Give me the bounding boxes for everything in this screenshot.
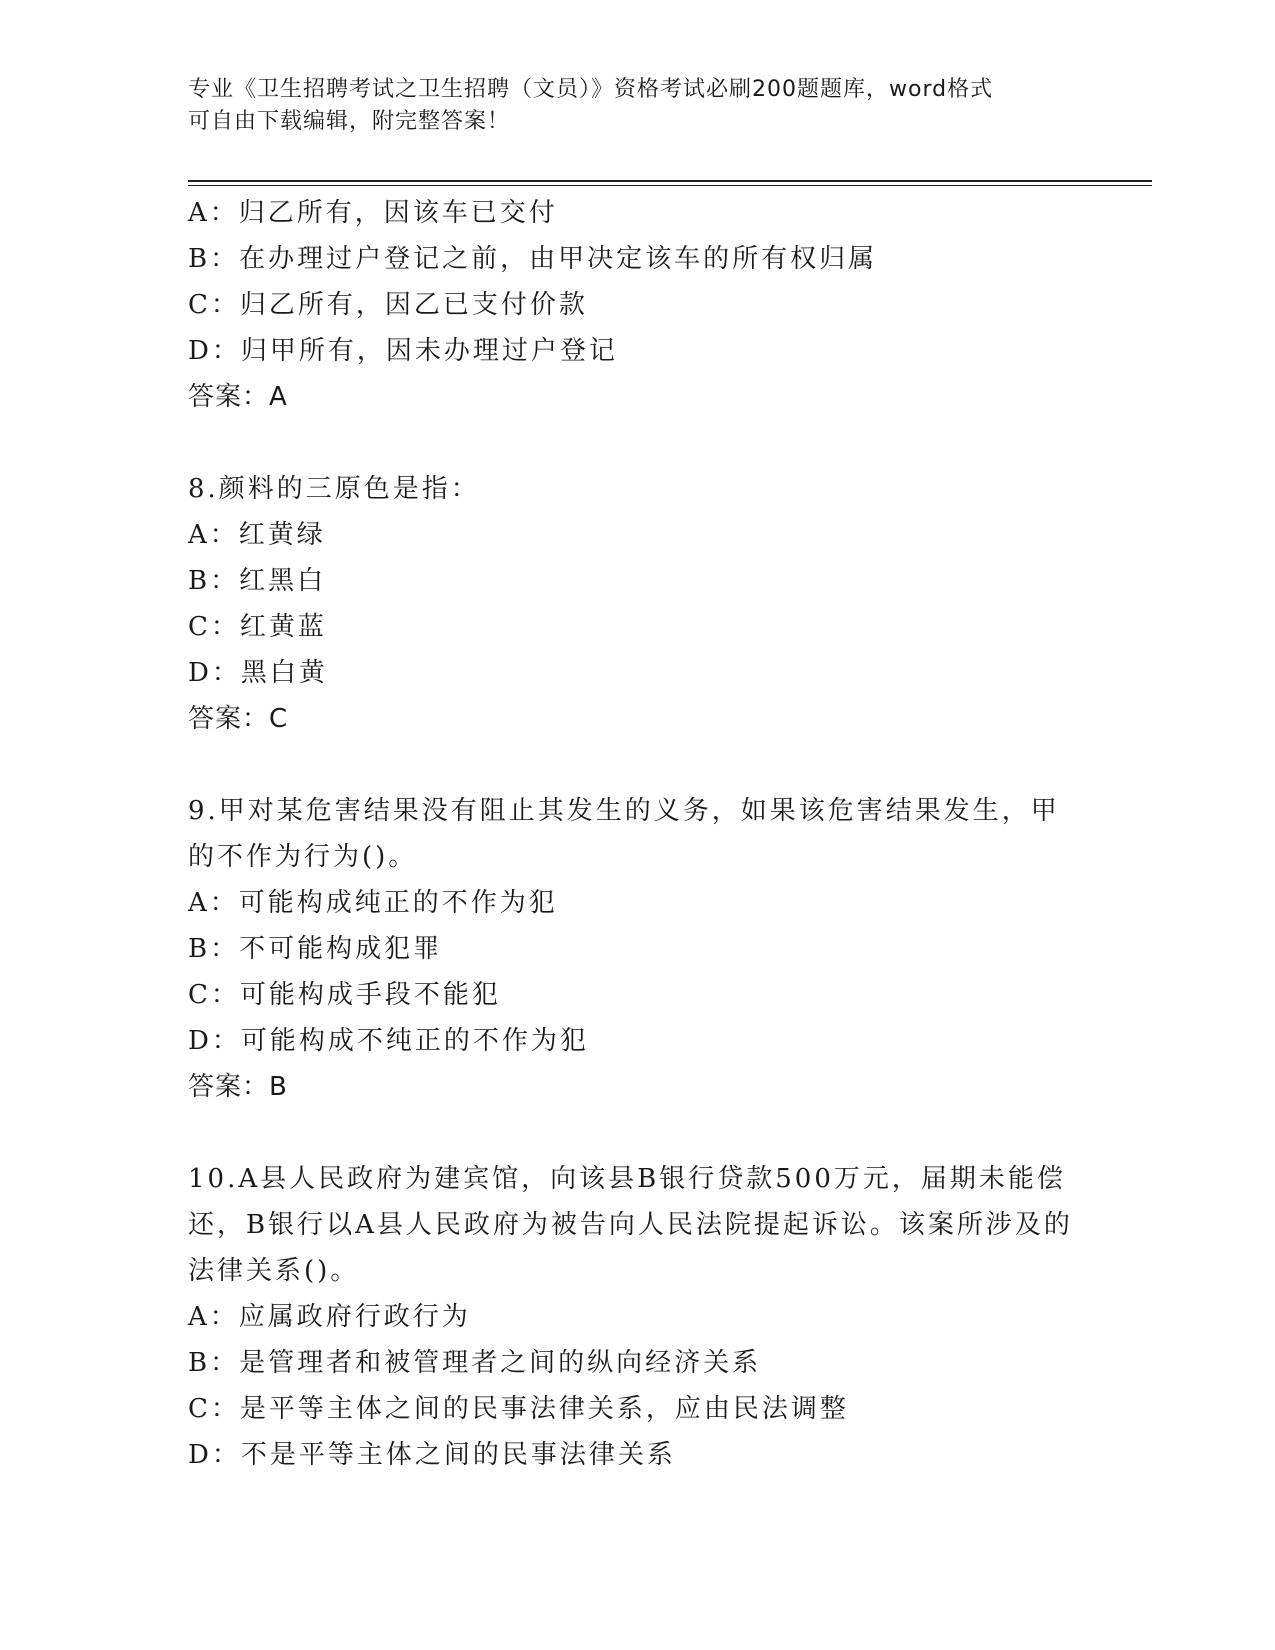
question-stem: 还，B银行以A县人民政府为被告向人民法院提起诉讼。该案所涉及的 <box>188 1210 1073 1240</box>
option-b: B：红黑白 <box>188 566 327 596</box>
question-stem: 的不作为行为()。 <box>188 842 418 872</box>
option-a: A：红黄绿 <box>188 520 326 550</box>
answer: 答案：C <box>188 704 289 734</box>
option-d: D：黑白黄 <box>188 658 328 688</box>
option-b: B：不可能构成犯罪 <box>188 934 443 964</box>
answer: 答案：A <box>188 382 288 412</box>
document-header <box>188 74 1088 138</box>
question-stem: 9.甲对某危害结果没有阻止其发生的义务，如果该危害结果发生，甲 <box>188 796 1060 826</box>
question-8 <box>188 466 1088 742</box>
option-a: A：归乙所有，因该车已交付 <box>188 198 558 228</box>
option-b: B：在办理过户登记之前，由甲决定该车的所有权归属 <box>188 244 878 274</box>
header-line-1: 专业《卫生招聘考试之卫生招聘（文员）》资格考试必刷200题题库，word格式 <box>188 77 994 102</box>
option-d: D：不是平等主体之间的民事法律关系 <box>188 1440 676 1470</box>
option-a: A：应属政府行政行为 <box>188 1302 471 1332</box>
option-c: C：是平等主体之间的民事法律关系，应由民法调整 <box>188 1394 849 1424</box>
header-rule-thin <box>188 185 1152 186</box>
question-9 <box>188 788 1088 1110</box>
option-a: A：可能构成纯正的不作为犯 <box>188 888 558 918</box>
question-7 <box>188 190 1088 420</box>
option-d: D：归甲所有，因未办理过户登记 <box>188 336 618 366</box>
spacer <box>188 420 1088 466</box>
spacer <box>188 742 1088 788</box>
option-b: B：是管理者和被管理者之间的纵向经济关系 <box>188 1348 762 1378</box>
option-c: C：可能构成手段不能犯 <box>188 980 501 1010</box>
header-line-2: 可自由下载编辑，附完整答案！ <box>188 109 511 134</box>
question-stem: 法律关系()。 <box>188 1256 360 1286</box>
question-stem: 10.A县人民政府为建宾馆，向该县B银行贷款500万元，届期未能偿 <box>188 1164 1066 1194</box>
option-d: D：可能构成不纯正的不作为犯 <box>188 1026 589 1056</box>
header-rule-thick <box>188 180 1152 182</box>
spacer <box>188 1110 1088 1156</box>
question-stem: 8.颜料的三原色是指： <box>188 474 480 504</box>
option-c: C：红黄蓝 <box>188 612 327 642</box>
option-c: C：归乙所有，因乙已支付价款 <box>188 290 588 320</box>
question-list <box>188 190 1088 1478</box>
answer: 答案：B <box>188 1072 288 1102</box>
question-10 <box>188 1156 1088 1478</box>
